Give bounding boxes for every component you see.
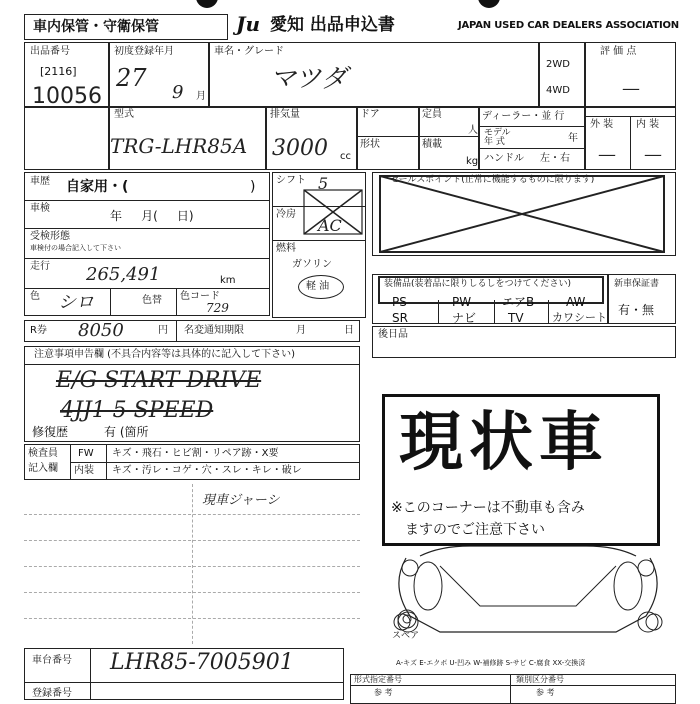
hist-div3 — [24, 258, 270, 259]
equip-aw: AW — [566, 295, 586, 309]
col-divider-cap — [418, 106, 420, 170]
shape-label: 形状 — [360, 139, 380, 150]
name-change-day: 日 — [344, 325, 354, 336]
inspector-fw: FW — [78, 448, 94, 459]
fuel-label: 燃料 — [276, 243, 296, 254]
dealer-divider2 — [478, 148, 584, 149]
new-car-options: 有・無 — [618, 303, 655, 317]
aircon-value: AC — [318, 216, 342, 235]
form-title: 愛知 出品申込書 — [270, 15, 395, 35]
dealer-divider1 — [478, 126, 584, 127]
inspector-label1: 検査員 — [28, 448, 58, 459]
association-name: JAPAN USED CAR DEALERS ASSOCIATION — [458, 20, 679, 31]
aircon-label: 冷房 — [276, 209, 296, 220]
shift-label: シフト — [276, 175, 306, 186]
model-value: TRG-LHR85A — [110, 134, 248, 158]
sales-point-label: セールスポイント(正常に機能するものに限ります) — [390, 175, 595, 185]
lot-label: 出品番号 — [30, 46, 70, 57]
handle-label: ハンドル — [484, 153, 524, 164]
first-reg-year: 27 — [116, 64, 147, 92]
first-reg-month: 9 — [172, 82, 184, 103]
eval-label: 評 価 点 — [600, 46, 637, 57]
receipt-label: 受検形態 — [30, 231, 70, 242]
load-label: 積載 — [422, 139, 442, 150]
later-items-frame — [372, 326, 676, 358]
insp-div3 — [70, 462, 360, 463]
fuel-circle — [298, 275, 344, 299]
capacity-unit: 人 — [468, 125, 478, 136]
drive-4wd: 4WD — [546, 85, 570, 96]
logo-mark: Ju — [236, 12, 261, 36]
type-ref: 参 考 — [374, 688, 393, 697]
top-dot-left — [196, 0, 218, 8]
interior-value: — — [644, 144, 662, 165]
inspector-in: 内装 — [74, 465, 94, 476]
load-unit: kg — [466, 156, 479, 167]
class-ref: 参 考 — [536, 688, 555, 697]
r-unit: 円 — [158, 325, 168, 336]
shift-div2 — [272, 240, 366, 241]
chassis-div — [24, 682, 344, 683]
col-divider-drive — [538, 42, 540, 106]
inspector-fw-items: キズ・飛石・ヒビ割・リペア跡・X要 — [112, 448, 279, 459]
color-div1 — [110, 288, 111, 316]
r-value: 8050 — [78, 320, 124, 341]
status-stamp — [382, 394, 660, 546]
hist-div2 — [24, 228, 270, 229]
shift-value: 5 — [318, 174, 329, 193]
equip-pw: PW — [452, 295, 472, 309]
col-divider-dealer — [478, 106, 480, 170]
equip-sr: SR — [392, 311, 408, 325]
door-label: ドア — [360, 109, 380, 120]
receipt-sub: 車検付の場合記入して下さい — [30, 244, 121, 252]
car-diagram — [380, 546, 676, 656]
type-number-div — [350, 685, 676, 686]
inspection-label: 車検 — [30, 203, 50, 214]
notes-frame — [24, 346, 360, 442]
notes-label: 注意事項申告欄 (不具合内容等は具体的に記入して下さい) — [34, 349, 295, 360]
name-change-label: 名変通知期限 — [184, 325, 244, 336]
repair-label: 修復歴 — [32, 425, 69, 439]
equip-div1 — [438, 300, 439, 324]
hist-div4 — [24, 288, 270, 289]
spare-icon — [396, 608, 418, 630]
top-dot-right — [478, 0, 500, 8]
equip-kawa: カワシート — [552, 311, 607, 324]
r-label: R券 — [30, 325, 47, 336]
chassis-vdiv — [90, 648, 91, 700]
notes-line1: E/G START DRIVE — [56, 368, 262, 393]
year-unit: 年 — [568, 133, 578, 144]
shift-cross-mark — [300, 186, 366, 238]
usage-close: ) — [250, 179, 256, 195]
stamp-big-text: 現状車 — [399, 406, 609, 480]
month-unit: 月 — [196, 91, 206, 102]
color-code-value: 729 — [206, 301, 229, 315]
col-divider-door — [356, 106, 358, 170]
damage-legend: A-キズ E-エクボ U-凹み W-補修跡 S-サビ C-腐食 XX-交換済 — [396, 659, 586, 667]
equip-ps: PS — [392, 295, 407, 309]
notes-div — [24, 364, 360, 365]
fuel-gas: ガソリン — [292, 259, 332, 270]
inspection-fmt: 年 月( 日) — [110, 209, 194, 223]
dealer-label: ディーラー・並 行 — [482, 111, 565, 122]
free-note: 現車ジャーシ — [202, 493, 280, 508]
type-label: 形式指定番号 — [354, 675, 402, 684]
color-label: 色 — [30, 291, 40, 302]
model-year-label: モデル 年 式 — [484, 128, 511, 147]
drive-2wd: 2WD — [546, 59, 570, 70]
repair-value: 有 (箇所 — [104, 425, 149, 439]
first-reg-label: 初度登録年月 — [114, 46, 174, 57]
interior-label: 内 装 — [636, 119, 660, 130]
color-value: シロ — [58, 292, 94, 313]
eval-value: — — [622, 78, 640, 99]
model-label: 型式 — [114, 109, 134, 120]
col-divider-model — [265, 106, 267, 170]
inspector-label2: 記入欄 — [28, 463, 58, 474]
storage-note-box — [24, 14, 228, 40]
sales-point-cross — [378, 172, 670, 256]
inspector-in-items: キズ・汚レ・コゲ・穴・スレ・キレ・破レ — [112, 465, 302, 476]
exterior-value: — — [598, 144, 616, 165]
equip-div3 — [548, 300, 549, 324]
later-items-label: 後日品 — [378, 329, 408, 340]
stamp-note1: ※このコーナーは不動車も含み — [391, 500, 585, 516]
name-label: 車名・グレード — [214, 46, 284, 57]
mileage-unit: km — [220, 275, 236, 286]
exterior-label: 外 装 — [590, 119, 614, 130]
name-change-month: 月 — [296, 325, 306, 336]
usage-label: 車歴 — [30, 176, 50, 187]
rule-v — [192, 484, 193, 644]
mileage-label: 走行 — [30, 261, 50, 272]
usage-value: 自家用・( — [66, 179, 129, 195]
stamp-note2: ますのでご注意下さい — [405, 522, 545, 538]
row-divider — [24, 106, 676, 108]
lot-small: [2116] — [40, 65, 77, 78]
displacement-value: 3000 — [272, 136, 328, 161]
equip-tv: TV — [508, 311, 524, 325]
color-code-label: 色コード — [180, 291, 220, 302]
equip-navi: ナビ — [452, 311, 477, 325]
col-divider-eval — [584, 42, 586, 170]
car-name: マツダ — [270, 64, 347, 94]
equip-div2 — [494, 300, 495, 324]
spare-label: スペア — [392, 631, 420, 641]
chassis-value: LHR85-7005901 — [110, 650, 294, 675]
mileage-value: 265,491 — [86, 264, 161, 285]
r-div — [176, 320, 177, 342]
color-div2 — [176, 288, 177, 316]
handle-options: 左・右 — [540, 153, 570, 164]
new-car-label: 新車保証書 — [614, 279, 660, 289]
color-change-label: 色替 — [142, 295, 162, 306]
chassis-label: 車台番号 — [32, 655, 72, 666]
reg-label: 登録番号 — [32, 688, 72, 699]
displacement-label: 排気量 — [270, 109, 300, 120]
equipment-label: 装備品(装着品に限りしるしをつけてください) — [384, 279, 572, 289]
fuel-diesel: 軽 油 — [306, 281, 330, 292]
hist-div1 — [24, 200, 270, 201]
shape-divider — [356, 136, 478, 137]
col-divider-reg — [208, 42, 210, 106]
notes-line2: 4JJ1 5 SPEED — [60, 398, 214, 423]
cc-unit: cc — [340, 151, 351, 162]
equip-airbag: エアB — [502, 295, 535, 309]
ext-int-divider — [630, 116, 631, 170]
class-label: 類別区分番号 — [516, 675, 564, 684]
storage-note: 車内保管・守衛保管 — [33, 19, 159, 35]
lot-number: 10056 — [32, 84, 102, 109]
capacity-label: 定員 — [422, 109, 442, 120]
